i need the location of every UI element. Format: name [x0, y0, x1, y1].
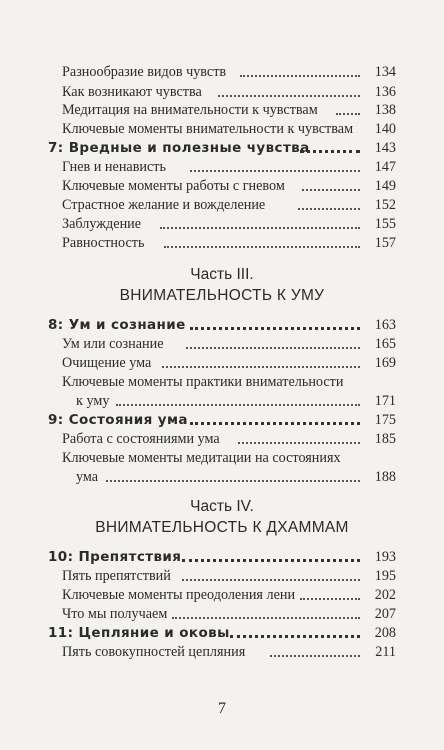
part-title: ВНИМАТЕЛЬНОСТЬ К УМУ: [119, 287, 325, 304]
toc-leader: [172, 603, 360, 619]
toc-entry-title: Ключевые моменты работы с гневом: [62, 178, 285, 194]
toc-leader: [182, 546, 360, 562]
toc-leader: [182, 565, 360, 581]
toc-entry: [0, 61, 444, 83]
toc-entry-title-cont: к уму: [76, 393, 110, 409]
toc-leader: [218, 81, 360, 97]
toc-leader: [186, 333, 360, 349]
toc-leader: [106, 466, 360, 482]
toc-entry-page: 195: [374, 568, 396, 584]
toc-entry-title: Разнообразие видов чувств: [62, 64, 227, 80]
toc-entry-title: Гнев и ненависть: [62, 159, 166, 175]
toc-leader: [298, 194, 360, 210]
toc-chapter-page: 175: [374, 412, 396, 428]
toc-entry-continued: [0, 466, 444, 488]
toc-leader: [240, 61, 360, 77]
toc-entry-page: 134: [374, 64, 396, 80]
toc-entry-page: 155: [374, 216, 396, 232]
toc-entry-title: Пять совокупностей цепляния: [62, 644, 246, 660]
toc-entry-title: Медитация на внимательности к чувствам: [62, 102, 318, 118]
toc-chapter-page: 163: [374, 317, 396, 333]
toc-entry-title: Работа с состояниями ума: [62, 431, 220, 447]
toc-leader: [164, 232, 360, 248]
part-label: Часть III.: [190, 266, 254, 283]
toc-leader: [160, 213, 360, 229]
toc-entry-page: 149: [374, 178, 396, 194]
toc-entry-page: 185: [374, 431, 396, 447]
toc-entry-page: 207: [374, 606, 396, 622]
toc-entry-page: 147: [374, 159, 396, 175]
toc-leader: [190, 409, 360, 425]
toc-entry-page: 165: [374, 336, 396, 352]
toc-entry-title: Как возникают чувства: [62, 84, 202, 100]
toc-entry-page: 140: [374, 121, 396, 137]
toc-chapter-page: 193: [374, 549, 396, 565]
toc-entry-title: Пять препятствий: [62, 568, 171, 584]
toc-entry-title-cont: ума: [76, 469, 99, 485]
toc-chapter-title: 11: Цепляние и оковы: [48, 625, 230, 641]
toc-chapter-title: 7: Вредные и полезные чувства: [48, 140, 310, 156]
toc-entry-page: 152: [374, 197, 396, 213]
toc-entry-title: Ключевые моменты практики внимательности: [62, 374, 344, 390]
toc-chapter-title: 10: Препятствия: [48, 549, 182, 565]
toc-leader: [190, 314, 360, 330]
toc-entry-page: 136: [374, 84, 396, 100]
toc-leader: [300, 137, 360, 153]
toc-leader: [336, 99, 360, 115]
toc-entry-title: Ключевые моменты медитации на состояниях: [62, 450, 341, 466]
toc-entry-title: Страстное желание и вожделение: [62, 197, 266, 213]
toc-leader: [116, 390, 360, 406]
toc-leader: [162, 352, 360, 368]
toc-entry-title: Что мы получаем: [62, 606, 168, 622]
toc-entry-title: Ключевые моменты внимательности к чувствам: [62, 121, 354, 137]
toc-entry-page: 157: [374, 235, 396, 251]
toc-chapter-page: 143: [374, 140, 396, 156]
part-label: Часть IV.: [190, 498, 254, 515]
toc-entry-page: 211: [375, 644, 396, 660]
toc-leader: [270, 641, 360, 657]
toc-leader: [230, 622, 360, 638]
toc-entry: [0, 641, 444, 663]
toc-entry-title: Ум или сознание: [62, 336, 164, 352]
toc-entry-page: 202: [374, 587, 396, 603]
toc-entry-page: 138: [374, 102, 396, 118]
toc-chapter-title: 8: Ум и сознание: [48, 317, 186, 333]
toc-leader: [300, 584, 360, 600]
toc-entry-title: Очищение ума: [62, 355, 152, 371]
toc-leader: [238, 428, 360, 444]
toc-chapter-title: 9: Состояния ума: [48, 412, 188, 428]
toc-leader: [190, 156, 360, 172]
toc-entry-page: 169: [374, 355, 396, 371]
toc-entry: [0, 232, 444, 254]
toc-chapter-page: 208: [374, 625, 396, 641]
toc-entry-title: Заблуждение: [62, 216, 142, 232]
part-title: ВНИМАТЕЛЬНОСТЬ К ДХАММАМ: [95, 519, 349, 536]
toc-entry-page: 188: [374, 469, 396, 485]
toc-entry-page: 171: [374, 393, 396, 409]
toc-entry-title: Равностность: [62, 235, 145, 251]
toc-entry-title: Ключевые моменты преодоления лени: [62, 587, 296, 603]
page-number: 7: [218, 700, 226, 717]
toc-leader: [302, 175, 360, 191]
